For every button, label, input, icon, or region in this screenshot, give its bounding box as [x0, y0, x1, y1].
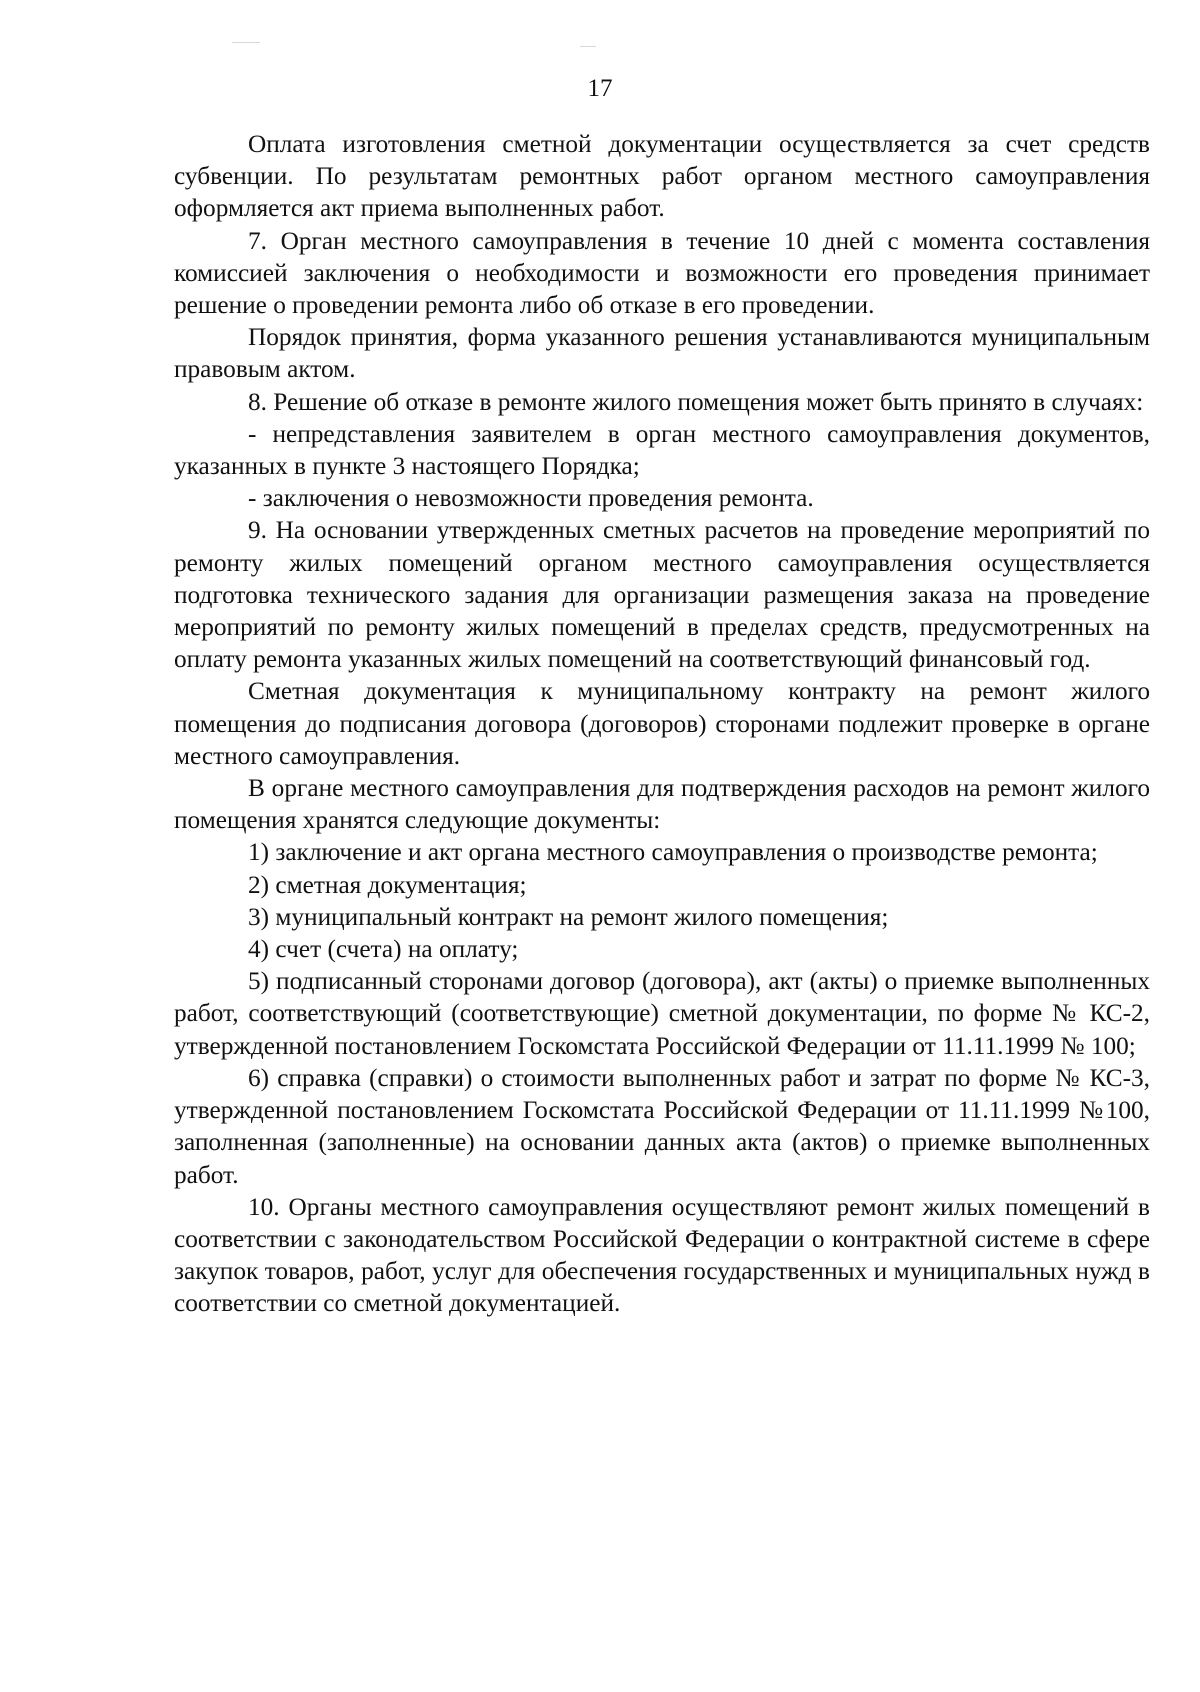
paragraph-document-3: 3) муниципальный контракт на ремонт жилого помещения;	[248, 902, 889, 931]
paragraph-refusal-reason-2: - заключения о невозможности проведения ремонта.	[248, 484, 814, 513]
paragraph-document-2: 2) сметная документация;	[248, 870, 527, 899]
paragraph-document-1: 1) заключение и акт органа местного самоуправления о производстве ремонта;	[248, 838, 1098, 867]
paragraph-estimate-payment: Оплата изготовления сметной документации осуществляется за счет средств субвенции. По результатам ремонтных работ органом местного самоуправления оформляется акт приема выполненных работ.	[174, 130, 1150, 223]
paragraph-item-7: 7. Орган местного самоуправления в течение 10 дней с момента составления комиссией заключения о необходимости и возможности его проведения принимает решение о проведении ремонта либо об отказе в его проведении.	[174, 226, 1150, 320]
paragraph-estimate-check: Сметная документация к муниципальному контракту на ремонт жилого помещения до подписания договора (договоров) сторонами подлежит проверке в органе местного самоуправления.	[174, 677, 1150, 770]
paragraph-item-9: 9. На основании утвержденных сметных расчетов на проведение мероприятий по ремонту жилых помещений органом местного самоуправления осуществляется подготовка технического задания для организации размещения заказа на проведение мероприятий по ремонту жилых помещений в пределах средств, предусмотренных на оплату ремонта указанных жилых помещений на соответствующий финансовый год.	[174, 516, 1150, 674]
scan-artifact	[580, 46, 596, 47]
paragraph-document-5: 5) подписанный сторонами договор (договора), акт (акты) о приемке выполненных работ, соответствующий (соответствующие) сметной документации, по форме № КС-2, утвержденной постановлением Госкомстата Российской Федерации от 11.11.1999 № 100;	[174, 967, 1150, 1060]
paragraph-decision-procedure: Порядок принятия, форма указанного решения устанавливаются муниципальным правовым актом.	[174, 323, 1150, 384]
paragraph-document-6: 6) справка (справки) о стоимости выполненных работ и затрат по форме № КС-3, утвержденной постановлением Госкомстата Российской Федерации от 11.11.1999 №100, заполненная (заполненные) на основании данных акта (актов) о приемке выполненных работ.	[174, 1063, 1150, 1189]
paragraph-item-8: 8. Решение об отказе в ремонте жилого помещения может быть принято в случаях:	[248, 387, 1144, 416]
paragraph-stored-documents: В органе местного самоуправления для подтверждения расходов на ремонт жилого помещения хранятся следующие документы:	[174, 774, 1150, 835]
page-number: 17	[587, 75, 613, 102]
paragraph-refusal-reason-1: - непредставления заявителем в орган местного самоуправления документов, указанных в пункте 3 настоящего Порядка;	[174, 419, 1150, 481]
paragraph-document-4: 4) счет (счета) на оплату;	[248, 935, 519, 964]
scan-artifact	[232, 42, 260, 43]
paragraph-item-10: 10. Органы местного самоуправления осуществляют ремонт жилых помещений в соответствии с законодательством Российской Федерации о контрактной системе в сфере закупок товаров, работ, услуг для обеспечения государственных и муниципальных нужд в соответствии со сметной документацией.	[174, 1192, 1150, 1318]
document-body	[174, 128, 1150, 1320]
